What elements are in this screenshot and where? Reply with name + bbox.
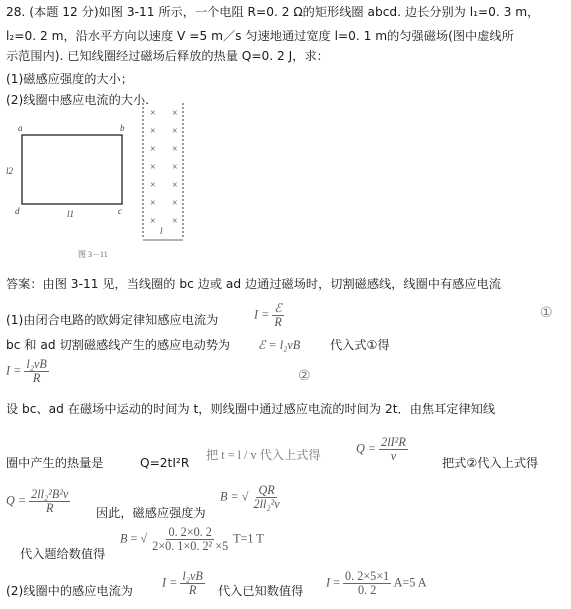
marker-1: ① (540, 305, 553, 321)
field-x-mark: × (150, 108, 156, 119)
field-x-mark: × (150, 180, 156, 191)
formula-i2: I = $\frac{\text{l₂vB}}{R}$ (162, 569, 203, 597)
figure-caption: 图 3－11 (78, 250, 108, 259)
marker-2: ② (298, 368, 311, 384)
field-x-mark: × (150, 198, 156, 209)
formula-b: B = √ $\frac{QR}{\text{2ll₂²v}}$ (220, 483, 280, 511)
answer-ohm-line: (1)由闭合电路的欧姆定律知感应电流为 (6, 313, 219, 327)
side-l2-label: l2 (6, 166, 14, 176)
figure-3-11 (0, 100, 240, 272)
formula-i3: I = $\frac{0. 2\times 5\times 1}{0. 2}$ A=5 A (326, 569, 427, 597)
field-x-mark: × (150, 162, 156, 173)
width-l-label: l (160, 226, 163, 236)
field-x-mark: × (172, 162, 178, 173)
formula-heat: Q = $\frac{\text{2lI²R}}{v}$ (356, 435, 406, 463)
field-x-mark: × (172, 198, 178, 209)
substitute-3: 代入已知数值得 (218, 584, 304, 598)
field-x-mark: × (150, 126, 156, 137)
corner-c-label: c (118, 206, 122, 216)
field-x-mark: × (172, 144, 178, 155)
substitute-t: 把 t = l / v 代入上式得 (206, 448, 321, 462)
given-line: 代入题给数值得 (20, 547, 106, 561)
heat-formula: Q=2tI²R (140, 456, 190, 470)
magnetic-field-marks (150, 108, 178, 227)
answer-time-line: 设 bc、ad 在磁场中运动的时间为 t，则线圈中通过感应电流的时间为 2t．由焦耳定律知线 (6, 402, 496, 416)
field-x-mark: × (172, 108, 178, 119)
formula-current: I = $\frac{\text{l₂vB}}{R}$ (6, 357, 47, 385)
corner-b-label: b (120, 123, 125, 133)
corner-a-label: a (18, 123, 23, 133)
formula-emf: ℰ = l₂vB (258, 338, 301, 352)
field-x-mark: × (172, 180, 178, 191)
substitute-2: 把式②代入上式得 (442, 456, 539, 470)
formula-b-numeric: B = √ $\frac{0. 2\times 0. 2}{\text{2×0. 1×0. 2² ×5}}$ T=1 T (120, 525, 264, 553)
problem-line-3: 示范围内). 已知线圈经过磁场后释放的热量 Q=0. 2 J，求： (6, 49, 329, 63)
side-l1-label: l1 (67, 209, 75, 219)
corner-d-label: d (15, 206, 20, 216)
field-x-mark: × (172, 216, 178, 227)
problem-line-2: l₂=0. 2 m，沿水平方向以速度 V =5 m／s 匀速地通过宽度 l=0. 1 m的匀强磁场(图中虚线所 (6, 29, 514, 43)
field-x-mark: × (150, 144, 156, 155)
coil-rectangle (22, 135, 122, 204)
substitute-1: 代入式①得 (330, 338, 390, 352)
problem-line-1: 28. (本题 12 分)如图 3-11 所示，一个电阻 R=0. 2 Ω的矩形线圈 abcd. 边长分别为 l₁=0. 3 m， (6, 5, 540, 19)
answer-intro: 答案：由图 3-11 见，当线圈的 bc 边或 ad 边通过磁场时，切割磁感线，线圈中有感应电流 (6, 277, 501, 291)
formula-ohm: I = $\frac{\text{ℰ}}{R}$ (254, 301, 282, 329)
answer-emf-line: bc 和 ad 切割磁感线产生的感应电动势为 (6, 338, 231, 352)
question-2: (2)线圈中感应电流的大小. (6, 93, 150, 107)
answer-q2-line: (2)线圈中的感应电流为 (6, 584, 133, 598)
field-x-mark: × (172, 126, 178, 137)
question-1: (1)磁感应强度的大小； (6, 72, 133, 86)
field-x-mark: × (150, 216, 156, 227)
formula-heat-2: Q = $\frac{\text{2ll₂²B²v}}{R}$ (6, 487, 69, 515)
answer-heat-line: 圈中产生的热量是 (6, 456, 104, 470)
therefore-line: 因此，磁感应强度为 (96, 506, 206, 520)
